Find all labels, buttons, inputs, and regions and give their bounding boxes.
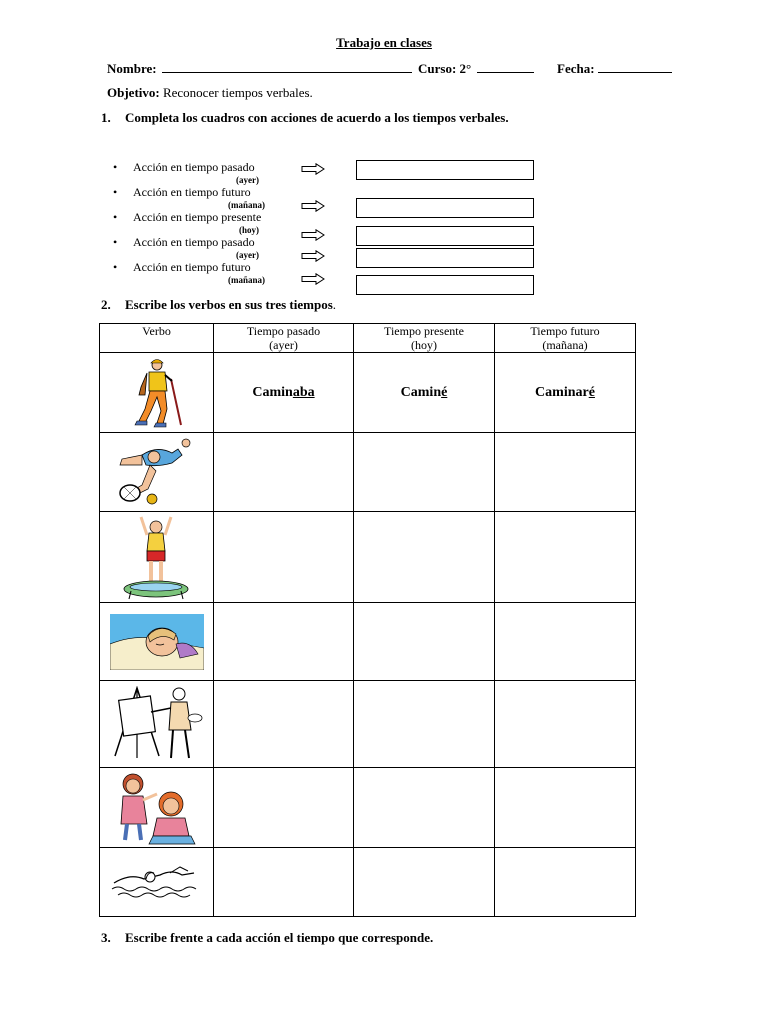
past-answer-cell[interactable]	[214, 603, 354, 681]
arrow-right-icon	[301, 163, 325, 175]
question-3-number: 3.	[101, 930, 111, 945]
question-3-text: Escribe frente a cada acción el tiempo que corresponde.	[125, 930, 434, 945]
table-header-row	[100, 324, 636, 353]
table-row	[100, 353, 636, 433]
answer-box[interactable]	[356, 160, 534, 180]
arrow-right-icon	[301, 273, 325, 285]
objective-label: Objetivo:	[107, 85, 160, 100]
table-row	[100, 603, 636, 681]
bullet-icon: •	[113, 185, 118, 199]
q1-item-hint: (ayer)	[236, 250, 259, 260]
future-answer-cell[interactable]	[495, 603, 636, 681]
future-answer-cell[interactable]	[495, 433, 636, 512]
q1-item	[113, 160, 255, 175]
bullet-icon: •	[113, 260, 118, 274]
present-answer-cell[interactable]	[354, 603, 495, 681]
q1-item-label: Acción en tiempo pasado	[133, 160, 255, 174]
hiker-icon	[127, 357, 187, 429]
verb-picture-cell	[100, 353, 214, 433]
present-answer-cell[interactable]	[354, 848, 495, 917]
arrow-right-icon	[301, 229, 325, 241]
question-3	[101, 930, 433, 946]
present-header: Tiempo presente (hoy)	[354, 324, 495, 353]
verb-picture-cell	[100, 681, 214, 768]
page-title: Trabajo en clases	[336, 35, 432, 50]
example-future: Caminaré	[495, 353, 636, 433]
q1-item-label: Acción en tiempo pasado	[133, 235, 255, 249]
q1-item	[113, 185, 251, 200]
q1-item-hint: (hoy)	[239, 225, 259, 235]
answer-box[interactable]	[356, 275, 534, 295]
sleeping-child-icon	[110, 614, 204, 670]
answer-box[interactable]	[356, 198, 534, 218]
objective	[107, 85, 313, 101]
verb-picture-cell	[100, 768, 214, 848]
course-field[interactable]	[477, 61, 534, 73]
present-answer-cell[interactable]	[354, 433, 495, 512]
present-answer-cell[interactable]	[354, 768, 495, 848]
q1-item-label: Acción en tiempo futuro	[133, 260, 251, 274]
q1-item-hint: (mañana)	[228, 200, 266, 210]
example-past: Caminaba	[214, 353, 354, 433]
arrow-right-icon	[301, 250, 325, 262]
verb-picture-cell	[100, 512, 214, 603]
question-1-text: Completa los cuadros con acciones de acuerdo a los tiempos verbales.	[125, 110, 509, 125]
past-answer-cell[interactable]	[214, 681, 354, 768]
table-row	[100, 848, 636, 917]
answer-box[interactable]	[356, 226, 534, 246]
q1-item	[113, 235, 255, 250]
table-row	[100, 681, 636, 768]
q1-item-label: Acción en tiempo presente	[133, 210, 262, 224]
verb-picture-cell	[100, 848, 214, 917]
table-row	[100, 433, 636, 512]
painter-icon	[111, 686, 203, 762]
question-2-period: .	[332, 297, 337, 312]
verb-table	[99, 323, 636, 917]
past-answer-cell[interactable]	[214, 512, 354, 603]
q1-item	[113, 260, 251, 275]
verb-picture-cell	[100, 603, 214, 681]
question-2-text: Escribe los verbos en sus tres tiempos	[125, 297, 333, 312]
answer-box[interactable]	[356, 248, 534, 268]
q1-item-hint: (ayer)	[236, 175, 259, 185]
past-header: Tiempo pasado (ayer)	[214, 324, 354, 353]
bullet-icon: •	[113, 235, 118, 249]
example-present: Caminé	[354, 353, 495, 433]
tennis-player-icon	[112, 435, 202, 509]
q1-item	[113, 210, 261, 225]
bullet-icon: •	[113, 160, 118, 174]
bullet-icon: •	[113, 210, 118, 224]
table-row	[100, 768, 636, 848]
name-label: Nombre:	[107, 61, 157, 76]
future-answer-cell[interactable]	[495, 512, 636, 603]
future-answer-cell[interactable]	[495, 848, 636, 917]
question-2	[101, 297, 336, 313]
q1-item-label: Acción en tiempo futuro	[133, 185, 251, 199]
arrow-right-icon	[301, 200, 325, 212]
past-answer-cell[interactable]	[214, 433, 354, 512]
verb-header: Verbo	[100, 324, 214, 353]
date-field[interactable]	[598, 61, 672, 73]
q1-item-hint: (mañana)	[228, 275, 266, 285]
girls-combing-hair-icon	[109, 770, 205, 846]
verb-picture-cell	[100, 433, 214, 512]
date-label: Fecha:	[557, 61, 595, 76]
past-answer-cell[interactable]	[214, 768, 354, 848]
question-1	[101, 110, 509, 126]
future-answer-cell[interactable]	[495, 768, 636, 848]
present-answer-cell[interactable]	[354, 512, 495, 603]
name-field[interactable]	[162, 61, 412, 73]
table-row	[100, 512, 636, 603]
future-answer-cell[interactable]	[495, 681, 636, 768]
trampoline-jumper-icon	[119, 513, 195, 601]
course-label: Curso: 2°	[418, 61, 472, 76]
past-answer-cell[interactable]	[214, 848, 354, 917]
question-2-number: 2.	[101, 297, 111, 312]
swimmer-icon	[110, 865, 204, 899]
present-answer-cell[interactable]	[354, 681, 495, 768]
objective-text: Reconocer tiempos verbales.	[162, 85, 313, 100]
question-1-number: 1.	[101, 110, 111, 125]
future-header: Tiempo futuro (mañana)	[495, 324, 636, 353]
